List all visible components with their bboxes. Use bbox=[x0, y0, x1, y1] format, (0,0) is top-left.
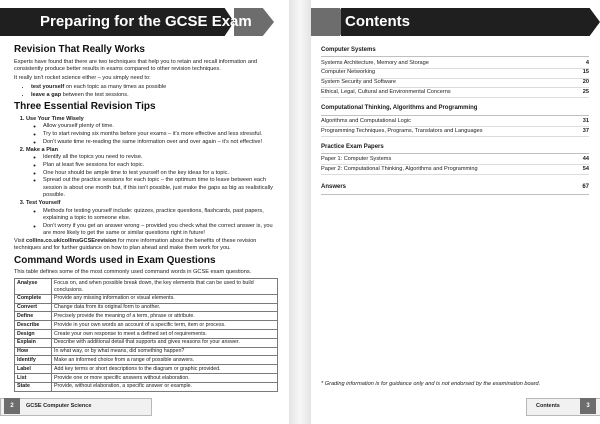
toc-entry[interactable] bbox=[321, 69, 589, 79]
left-header-bar bbox=[0, 8, 289, 36]
command-word-row bbox=[15, 338, 278, 347]
right-footer-text: Contents bbox=[536, 403, 560, 409]
left-footer bbox=[0, 398, 150, 414]
intro-bullet-rest: between the test sessions. bbox=[61, 92, 129, 99]
toc-entry-title: Paper 1: Computer Systems bbox=[321, 156, 392, 163]
command-word-definition: Provide any missing information or visual elements. bbox=[52, 294, 278, 303]
toc-section bbox=[321, 47, 589, 98]
toc-entry-title: System Security and Software bbox=[321, 79, 396, 86]
command-word-definition: Provide in your own words an account of a specific term, item or process. bbox=[52, 321, 278, 330]
command-word-term: Analyse bbox=[15, 279, 52, 294]
command-word-row bbox=[15, 373, 278, 382]
toc-entry-page: 20 bbox=[582, 79, 589, 86]
command-word-term: How bbox=[15, 347, 52, 356]
tip-item bbox=[26, 116, 278, 146]
tip-item bbox=[26, 200, 278, 237]
command-word-definition: Describe with additional detail that supports and gives reasons for your answer. bbox=[52, 338, 278, 347]
toc-entry-page: 15 bbox=[582, 69, 589, 76]
command-word-definition: Focus on, and when possible break down, the key elements that can be used to build conclusions. bbox=[52, 279, 278, 294]
command-word-term: Convert bbox=[15, 303, 52, 312]
right-page bbox=[311, 0, 600, 424]
tip-title: Make a Plan bbox=[26, 146, 59, 153]
tip-bullet: ◦ Try to start revising six months before your exams – it's more effective and less stressful. bbox=[43, 131, 278, 138]
toc-section-heading: Computational Thinking, Algorithms and Programming bbox=[321, 105, 589, 115]
toc-entry[interactable] bbox=[321, 127, 589, 137]
toc-entry-page: 54 bbox=[582, 166, 589, 173]
tip-bullet: ◦ Identify all the topics you need to revise. bbox=[43, 154, 278, 161]
command-word-definition: Provide, without elaboration, a specific answer or example. bbox=[52, 382, 278, 391]
intro-paragraph: Experts have found that there are two techniques that help you to retain and recall information and consistently produce better results in exams compared to other revision techniques. bbox=[14, 58, 258, 72]
intro-bullet bbox=[31, 92, 278, 99]
toc-answers-entry[interactable] bbox=[321, 184, 589, 194]
intro-bullet-bold: leave a gap bbox=[31, 92, 62, 99]
command-word-row bbox=[15, 329, 278, 338]
right-footer bbox=[526, 398, 600, 414]
toc-entry-title: Systems Architecture, Memory and Storage bbox=[321, 59, 429, 66]
tip-bullet-list bbox=[26, 123, 278, 146]
command-word-term: Define bbox=[15, 312, 52, 321]
tip-title: Use Your Time Wisely bbox=[26, 115, 84, 122]
command-word-term: State bbox=[15, 382, 52, 391]
intro-bullet-list bbox=[14, 84, 278, 99]
toc-answers-page: 67 bbox=[582, 184, 589, 191]
tip-bullet: ◦ Don't worry if you get an answer wrong – provided you check what the correct answer is, you are more likely to get the same or similar questions right in future! bbox=[43, 223, 278, 238]
visit-suffix: for more information about the benefits of these revision techniques and for further guidance on how to plan ahead and make them work for you. bbox=[14, 238, 257, 252]
command-word-term: List bbox=[15, 373, 52, 382]
toc-entry-page: 37 bbox=[582, 127, 589, 134]
toc-entry-title: Programming Techniques, Programs, Translators and Languages bbox=[321, 127, 483, 134]
command-words-intro: This table defines some of the most commonly used command words in GCSE exam questions. bbox=[14, 269, 252, 276]
command-word-row bbox=[15, 347, 278, 356]
toc-entry[interactable] bbox=[321, 117, 589, 127]
command-word-term: Describe bbox=[15, 321, 52, 330]
command-word-row bbox=[15, 303, 278, 312]
intro-bullet-rest: on each topic as many times as possible bbox=[64, 84, 167, 91]
tips-heading: Three Essential Revision Tips bbox=[14, 101, 156, 113]
command-word-term: Design bbox=[15, 329, 52, 338]
visit-paragraph bbox=[14, 238, 278, 253]
collins-revision-link[interactable]: collins.co.uk/collinsGCSErevision bbox=[26, 238, 117, 245]
command-word-term: Identify bbox=[15, 356, 52, 365]
toc-entry-title: Paper 2: Computational Thinking, Algorithms and Programming bbox=[321, 166, 478, 173]
toc-entry[interactable] bbox=[321, 59, 589, 69]
left-page-number: 2 bbox=[4, 398, 20, 414]
toc-entry-page: 31 bbox=[582, 117, 589, 124]
toc-answers-label: Answers bbox=[321, 184, 347, 191]
tip-bullet: ◦ Methods for testing yourself include: quizzes, practice questions, flashcards, past papers, explaining a topic to someone else. bbox=[43, 208, 278, 223]
right-page-number: 3 bbox=[580, 398, 596, 414]
toc-section-heading: Practice Exam Papers bbox=[321, 144, 589, 154]
right-page-title: Contents bbox=[345, 13, 410, 30]
toc-entry-page: 25 bbox=[582, 89, 589, 96]
contents-list bbox=[321, 47, 589, 195]
tip-bullet: ◦ One hour should be ample time to test yourself on the key ideas for a topic. bbox=[43, 170, 278, 177]
toc-entry[interactable] bbox=[321, 156, 589, 166]
toc-section bbox=[321, 105, 589, 137]
command-word-definition: Provide one or more specific answers without elaboration. bbox=[52, 373, 278, 382]
tips-list bbox=[14, 116, 278, 237]
toc-entry[interactable] bbox=[321, 165, 589, 175]
command-word-definition: Add key terms or short descriptions to the diagram or graphic provided. bbox=[52, 365, 278, 374]
toc-entry-title: Computer Networking bbox=[321, 69, 376, 76]
visit-prefix: Visit bbox=[14, 238, 27, 245]
tip-title: Test Yourself bbox=[26, 200, 61, 207]
toc-entry-title: Algorithms and Computational Logic bbox=[321, 117, 411, 124]
left-page-title: Preparing for the GCSE Exam bbox=[40, 13, 252, 30]
left-content bbox=[14, 44, 278, 392]
command-word-row bbox=[15, 356, 278, 365]
grading-footnote: * Grading information is for guidance only and is not endorsed by the examination board. bbox=[321, 381, 541, 387]
toc-entry[interactable] bbox=[321, 88, 589, 98]
command-word-definition: Create your own response to meet a defined set of requirements. bbox=[52, 329, 278, 338]
command-words-heading: Command Words used in Exam Questions bbox=[14, 254, 216, 266]
intro-bullet bbox=[31, 84, 278, 91]
command-word-term: Explain bbox=[15, 338, 52, 347]
command-word-row bbox=[15, 294, 278, 303]
left-footer-text: GCSE Computer Science bbox=[26, 403, 92, 409]
command-word-definition: Change data from its original form to another. bbox=[52, 303, 278, 312]
left-page bbox=[0, 0, 289, 424]
toc-entry-title: Ethical, Legal, Cultural and Environmental Concerns bbox=[321, 89, 451, 96]
right-header-bar bbox=[311, 8, 600, 36]
command-word-definition: Precisely provide the meaning of a term, phrase or attribute. bbox=[52, 312, 278, 321]
command-word-definition: Make an informed choice from a range of possible answers. bbox=[52, 356, 278, 365]
command-word-term: Complete bbox=[15, 294, 52, 303]
command-word-term: Label bbox=[15, 365, 52, 374]
tip-bullet: ◦ Don't waste time re-reading the same information over and over again – it's not effective! bbox=[43, 139, 278, 146]
toc-entry-page: 4 bbox=[585, 59, 589, 66]
tip-item bbox=[26, 147, 278, 199]
command-word-row bbox=[15, 312, 278, 321]
tip-bullet-list bbox=[26, 154, 278, 199]
toc-section-heading: Computer Systems bbox=[321, 47, 589, 57]
tip-bullet: ◦ Plan at least five sessions for each topic. bbox=[43, 162, 278, 169]
toc-entry-page: 44 bbox=[582, 156, 589, 163]
command-words-table bbox=[14, 278, 278, 391]
command-word-row bbox=[15, 365, 278, 374]
toc-section bbox=[321, 144, 589, 176]
tip-bullet: ◦ Spread out the practice sessions for each topic – the optimum time to leave between each session is about one month but, if this isn't possible, just make the gaps as big as realistically possible. bbox=[43, 177, 278, 199]
command-word-row bbox=[15, 321, 278, 330]
revision-heading: Revision That Really Works bbox=[14, 44, 145, 55]
command-word-row bbox=[15, 382, 278, 391]
book-gutter bbox=[289, 0, 311, 424]
toc-entry[interactable] bbox=[321, 79, 589, 89]
command-word-row bbox=[15, 279, 278, 294]
intro-line: It really isn't rocket science either – you simply need to: bbox=[14, 75, 151, 82]
intro-bullet-bold: test yourself bbox=[31, 84, 65, 91]
tip-bullet: ◦ Allow yourself plenty of time. bbox=[43, 123, 278, 130]
command-word-definition: In what way, or by what means, did something happen? bbox=[52, 347, 278, 356]
tip-bullet-list bbox=[26, 208, 278, 238]
